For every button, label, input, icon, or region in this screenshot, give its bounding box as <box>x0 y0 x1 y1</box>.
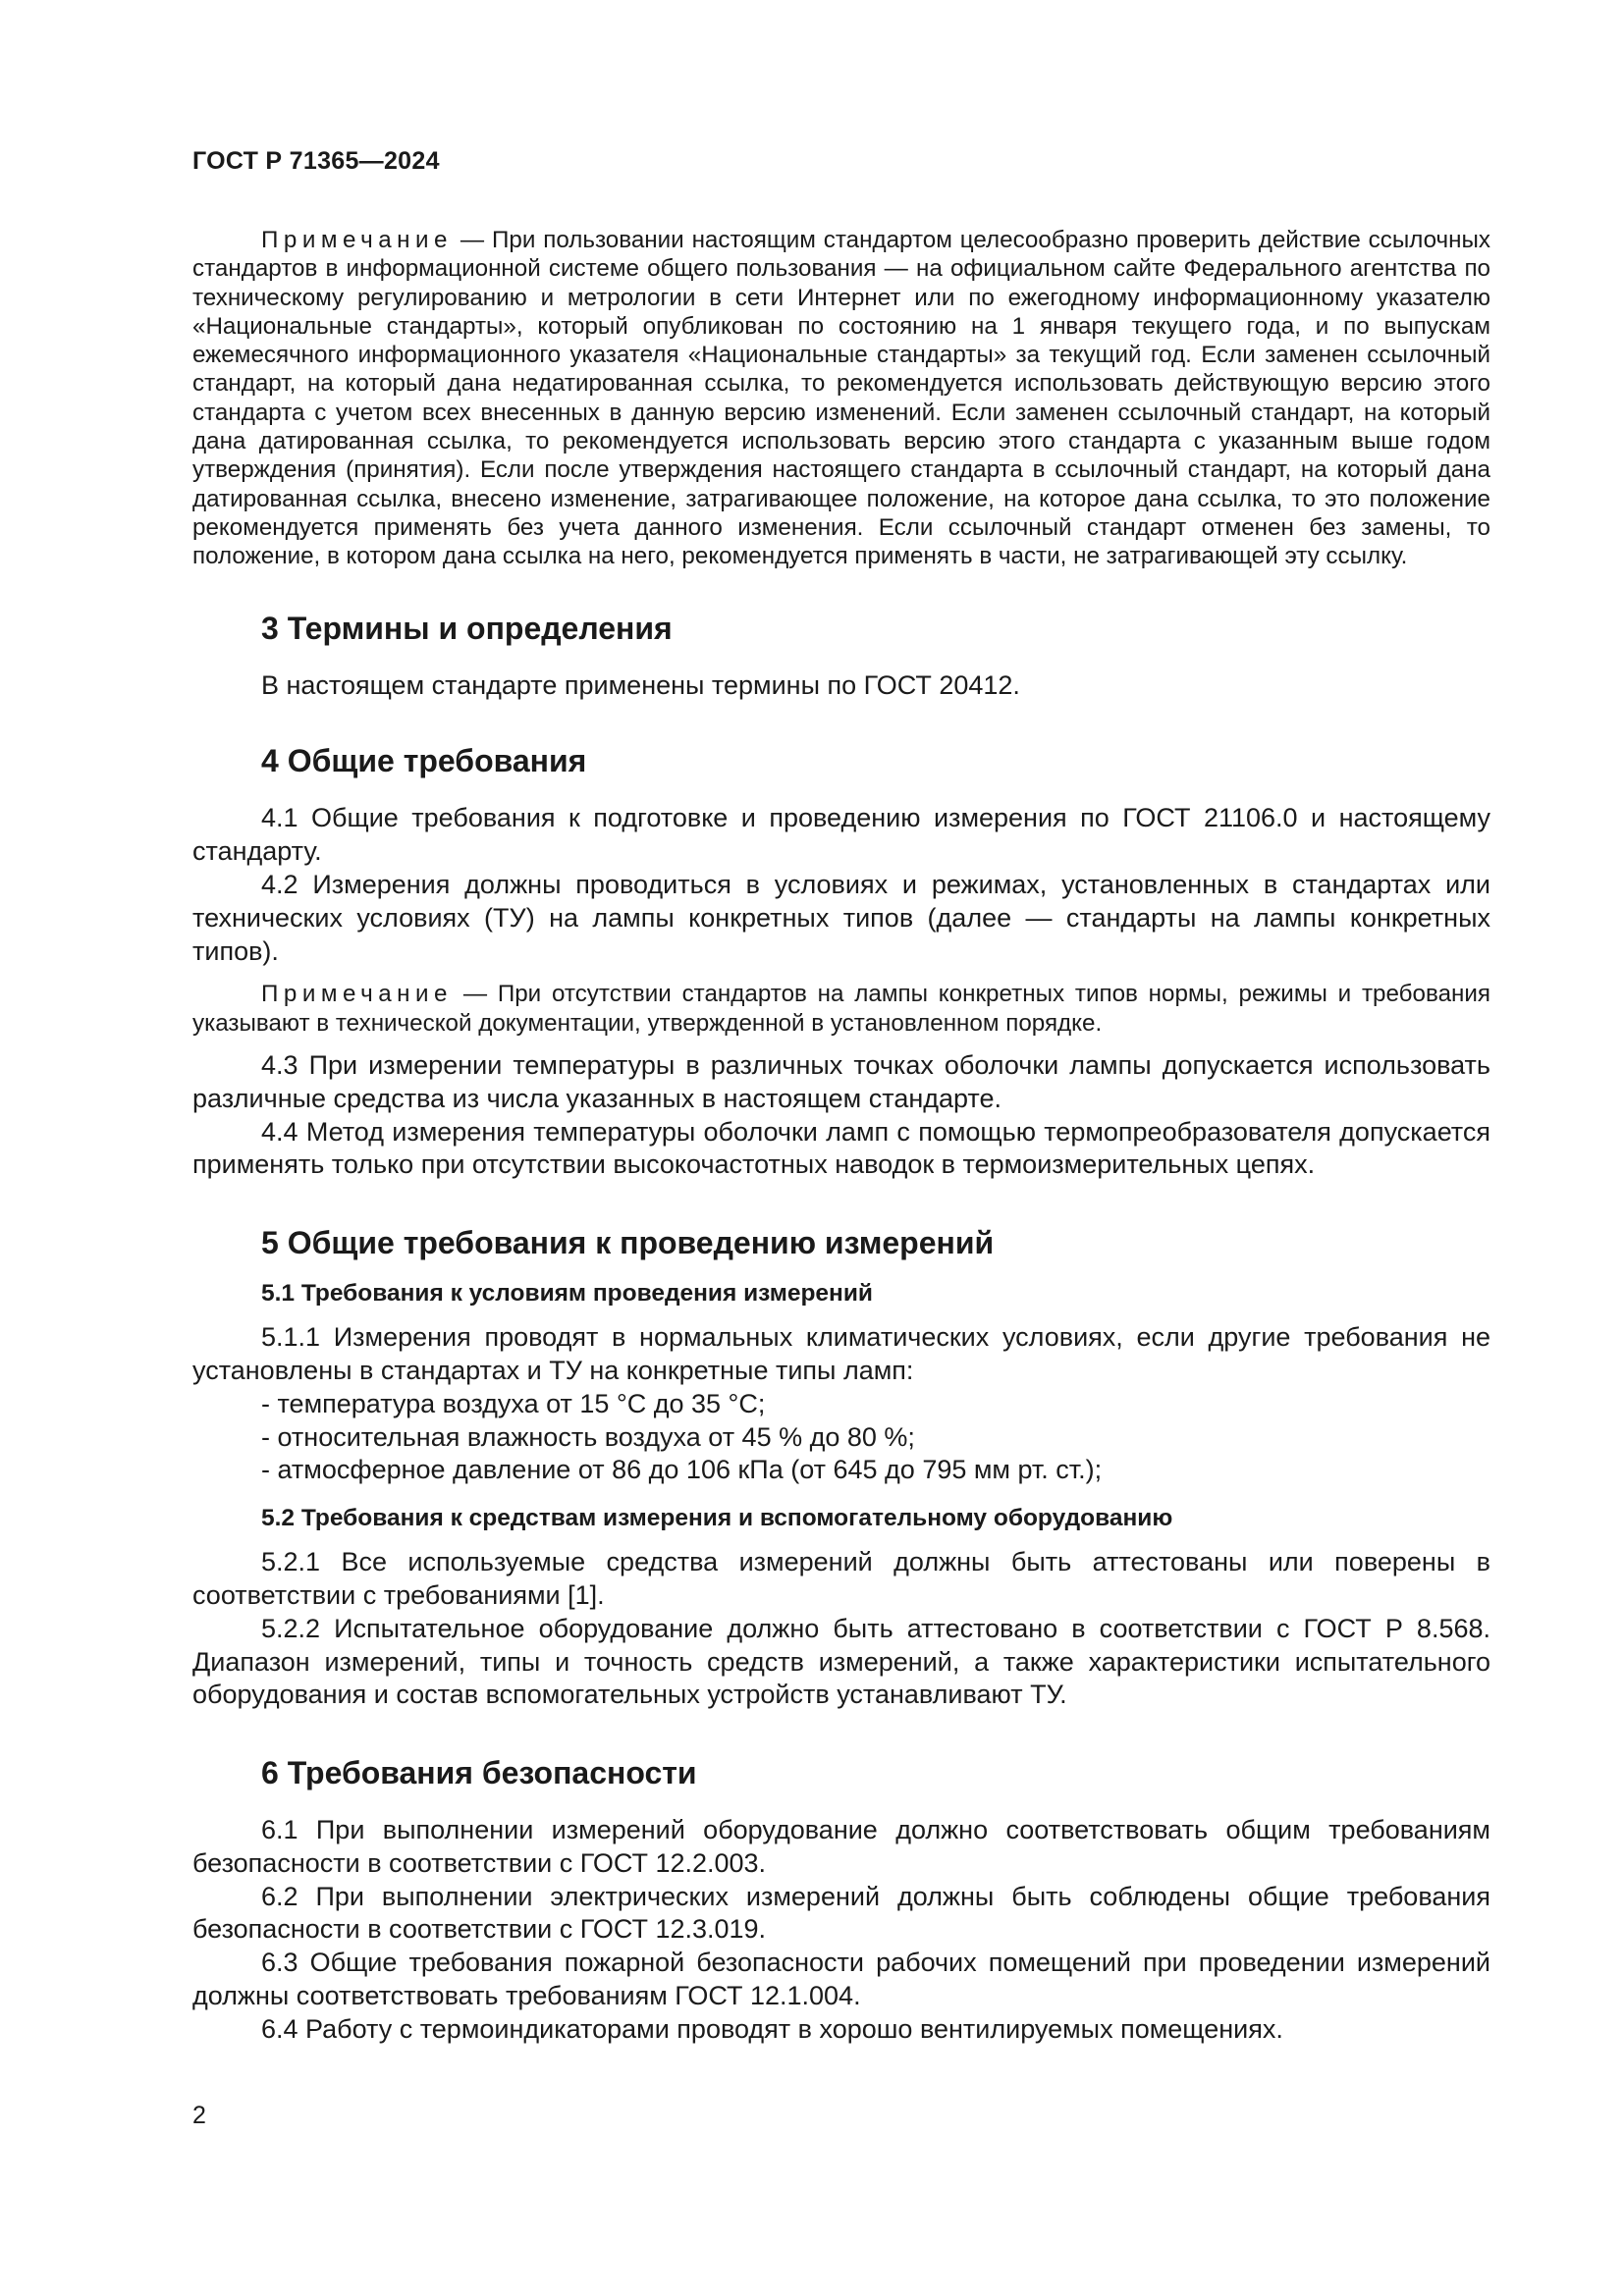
paragraph-4-4: 4.4 Метод измерения температуры оболочки ламп с помощью термопреобразователя допускается применять только при отсутствии высокочастотных наводок в термоизмерительных цепях. <box>192 1116 1490 1180</box>
note-label: Примечание <box>261 981 453 1008</box>
section-3-title: 3 Термины и определения <box>261 610 673 646</box>
paragraph-4-3: 4.3 При измерении температуры в различных точках оболочки лампы допускается использовать различные средства из числа указанных в настоящем стандарте. <box>192 1049 1490 1113</box>
section-4-title: 4 Общие требования <box>261 743 587 779</box>
subsection-5-1-title: 5.1 Требования к условиям проведения измерений <box>261 1280 873 1308</box>
document-content <box>192 226 1490 2047</box>
paragraph-4-1: 4.1 Общие требования к подготовке и проведению измерения по ГОСТ 21106.0 и настоящему стандарту. <box>192 803 1490 867</box>
note-label: Примечание <box>261 227 453 253</box>
document-header: ГОСТ Р 71365—2024 <box>192 147 440 175</box>
section-6-title: 6 Требования безопасности <box>261 1755 697 1791</box>
note-references <box>192 226 1490 571</box>
note-4 <box>192 980 1490 1038</box>
subsection-5-2-title: 5.2 Требования к средствам измерения и вспомогательному оборудованию <box>261 1505 1173 1532</box>
page-number: 2 <box>192 2102 206 2129</box>
conditions-list <box>192 1388 1490 1487</box>
paragraph-6-3: 6.3 Общие требования пожарной безопасности рабочих помещений при проведении измерений должны соответствовать требованиям ГОСТ 12.1.004. <box>192 1948 1490 2011</box>
list-item: - относительная влажность воздуха от 45 % до 80 %; <box>261 1421 915 1452</box>
paragraph-5-2-2: 5.2.2 Испытательное оборудование должно быть аттестовано в соответствии с ГОСТ Р 8.568. Диапазон измерений, типы и точность средств измерений, а также характеристики испытательного оборудования и состав вспомогательных устройств устанавливают ТУ. <box>192 1613 1490 1710</box>
paragraph-6-2: 6.2 При выполнении электрических измерений должны быть соблюдены общие требования безопасности в соответствии с ГОСТ 12.3.019. <box>192 1881 1490 1945</box>
note-text: — При отсутствии стандартов на лампы конкретных типов нормы, режимы и требования указывают в технической документации, утвержденной в установленном порядке. <box>192 981 1490 1037</box>
paragraph-6-1: 6.1 При выполнении измерений оборудование должно соответствовать общим требованиям безопасности в соответствии с ГОСТ 12.2.003. <box>192 1815 1490 1878</box>
section-5-title: 5 Общие требования к проведению измерений <box>261 1225 995 1261</box>
note-text: — При пользовании настоящим стандартом целесообразно проверить действие ссылочных стандартов в информационной системе общего пользования — на официальном сайте Федерального агентства по техническому регулированию и метрологии в сети Интернет или по ежегодному информационному указателю «Национальные стандарты», который опубликован по состоянию на 1 января текущего года, и по выпускам ежемесячного информационного указателя «Национальные стандарты» за текущий год. Если заменен ссылочный стандарт, на который дана недатированная ссылка, то рекомендуется использовать действующую версию этого стандарта с учетом всех внесенных в данную версию изменений. Если заменен ссылочный стандарт, на который дана датированная ссылка, то рекомендуется использовать версию этого стандарта с указанным выше годом утверждения (принятия). Если после утверждения настоящего стандарта в ссылочный стандарт, на который дана датированная ссылка, внесено изменение, затрагивающее положение, на которое дана ссылка, то это положение рекомендуется применять без учета данного изменения. Если ссылочный стандарт отменен без замены, то положение, в котором дана ссылка на него, рекомендуется применять в части, не затрагивающей эту ссылку. <box>192 227 1490 570</box>
paragraph-5-1-1: 5.1.1 Измерения проводят в нормальных климатических условиях, если другие требования не установлены в стандартах и ТУ на конкретные типы ламп: <box>192 1322 1490 1385</box>
list-item: - атмосферное давление от 86 до 106 кПа (от 645 до 795 мм рт. ст.); <box>261 1455 1103 1485</box>
list-item: - температура воздуха от 15 °С до 35 °С; <box>261 1388 766 1418</box>
paragraph-6-4: 6.4 Работу с термоиндикаторами проводят в хорошо вентилируемых помещениях. <box>261 2013 1283 2044</box>
paragraph-4-2: 4.2 Измерения должны проводиться в условиях и режимах, установленных в стандартах или технических условиях (ТУ) на лампы конкретных типов (далее — стандарты на лампы конкретных типов). <box>192 869 1490 966</box>
paragraph-5-2-1: 5.2.1 Все используемые средства измерений должны быть аттестованы или поверены в соответствии с требованиями [1]. <box>192 1547 1490 1610</box>
paragraph-3: В настоящем стандарте применены термины по ГОСТ 20412. <box>261 669 1020 700</box>
